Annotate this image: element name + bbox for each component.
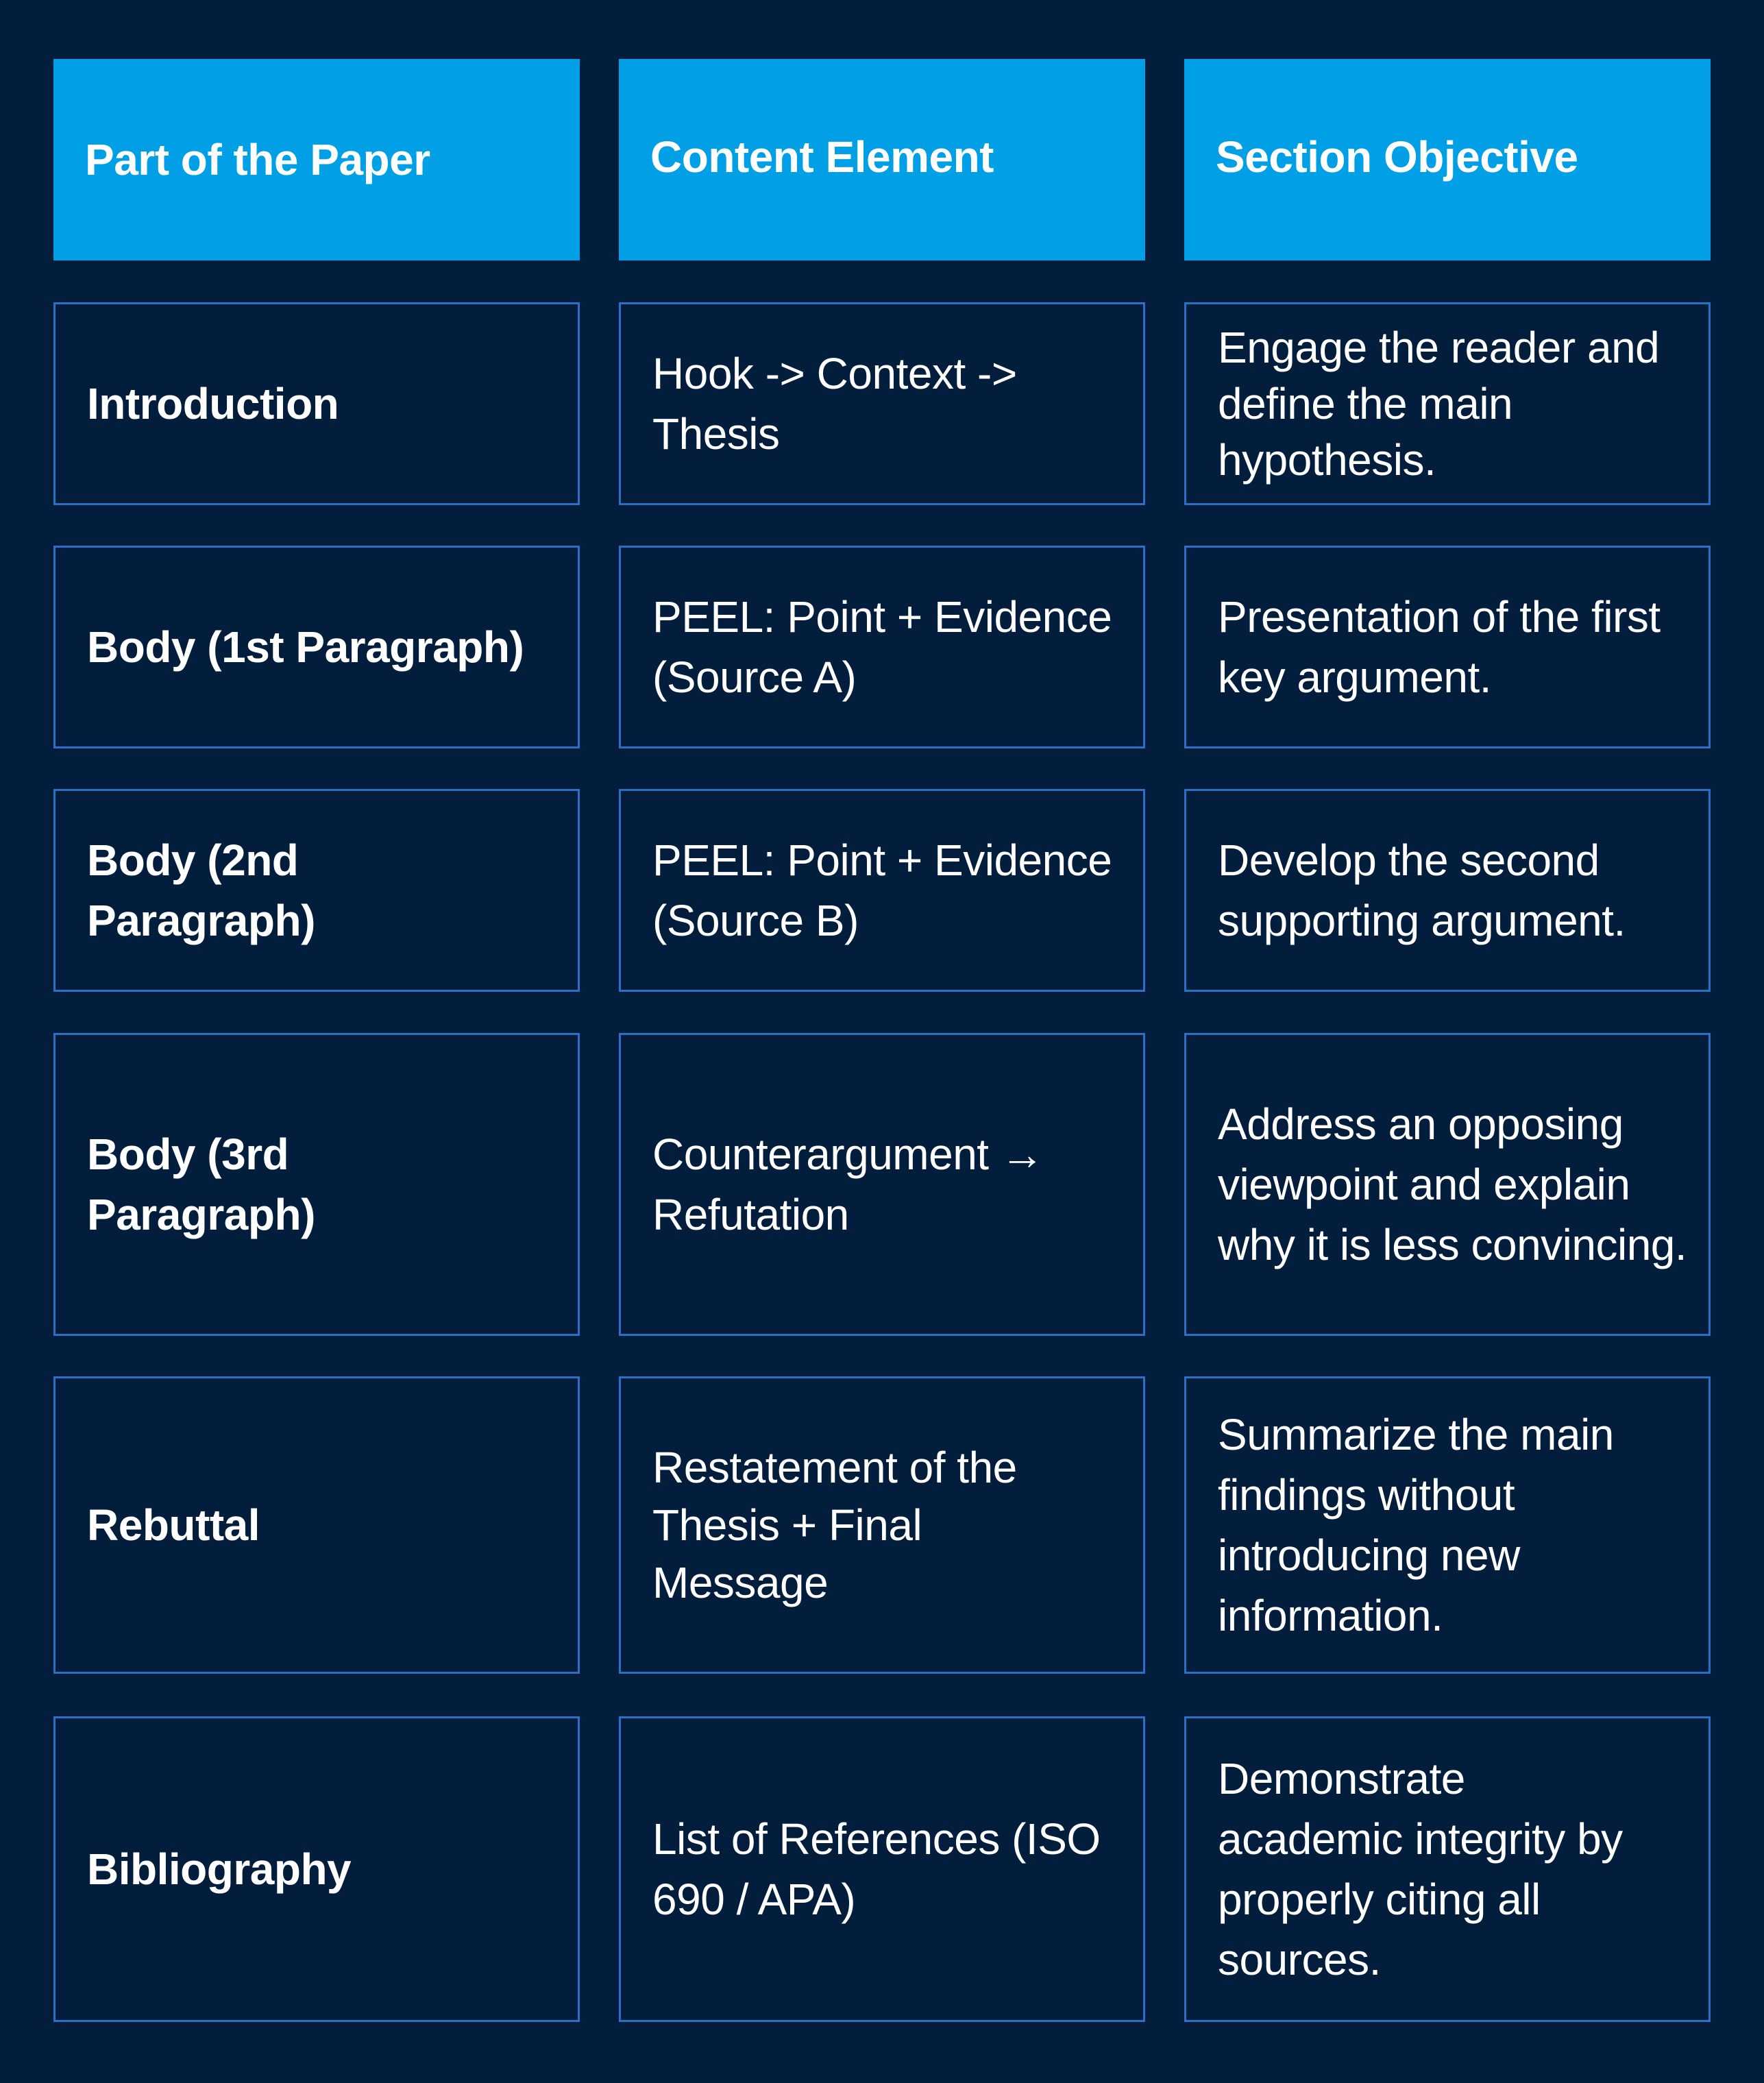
header-label: Section Objective bbox=[1216, 132, 1578, 182]
section-objective-text: Develop the second supporting argument. bbox=[1218, 836, 1626, 945]
row-body-2nd-part bbox=[53, 789, 580, 992]
header-label: Content Element bbox=[650, 132, 994, 182]
section-objective-text: Engage the reader and define the main hypothesis. bbox=[1218, 323, 1660, 485]
row-rebuttal-objective bbox=[1184, 1376, 1711, 1674]
content-element-text: Hook -> Context -> Thesis bbox=[652, 349, 1017, 459]
header-content-element bbox=[619, 59, 1145, 260]
section-objective-text: Presentation of the first key argument. bbox=[1218, 592, 1661, 702]
content-element-text: Counterargument → Refutation bbox=[652, 1130, 1044, 1239]
section-objective-text: Summarize the main findings without introducing new information. bbox=[1218, 1410, 1614, 1640]
row-introduction-content bbox=[619, 302, 1145, 505]
content-element-text: List of References (ISO 690 / APA) bbox=[652, 1814, 1101, 1924]
row-bibliography-content bbox=[619, 1716, 1145, 2022]
row-rebuttal-part bbox=[53, 1376, 580, 1674]
part-label: Body (3rd Paragraph) bbox=[87, 1130, 315, 1239]
row-body-2nd-content bbox=[619, 789, 1145, 992]
part-label: Body (1st Paragraph) bbox=[87, 622, 524, 672]
row-introduction-objective bbox=[1184, 302, 1711, 505]
row-body-3rd-objective bbox=[1184, 1033, 1711, 1336]
content-element-text: PEEL: Point + Evidence (Source B) bbox=[652, 836, 1112, 945]
content-element-text: Restatement of the Thesis + Final Message bbox=[652, 1443, 1017, 1607]
row-body-1st-objective bbox=[1184, 546, 1711, 748]
header-section-objective bbox=[1184, 59, 1711, 260]
row-rebuttal-content bbox=[619, 1376, 1145, 1674]
part-label: Body (2nd Paragraph) bbox=[87, 836, 315, 945]
row-bibliography-objective bbox=[1184, 1716, 1711, 2022]
row-bibliography-part bbox=[53, 1716, 580, 2022]
row-body-2nd-objective bbox=[1184, 789, 1711, 992]
row-body-3rd-part bbox=[53, 1033, 580, 1336]
section-objective-text: Demonstrate academic integrity by properly citing all sources. bbox=[1218, 1754, 1623, 1984]
header-label: Part of the Paper bbox=[85, 135, 430, 184]
row-introduction-part bbox=[53, 302, 580, 505]
part-label: Rebuttal bbox=[87, 1500, 260, 1550]
part-label: Bibliography bbox=[87, 1844, 352, 1894]
header-part-of-paper bbox=[53, 59, 580, 260]
section-objective-text: Address an opposing viewpoint and explain why it is less convincing. bbox=[1218, 1099, 1687, 1269]
row-body-1st-content bbox=[619, 546, 1145, 748]
row-body-1st-part bbox=[53, 546, 580, 748]
content-element-text: PEEL: Point + Evidence (Source A) bbox=[652, 592, 1112, 702]
part-label: Introduction bbox=[87, 379, 339, 428]
row-body-3rd-content bbox=[619, 1033, 1145, 1336]
